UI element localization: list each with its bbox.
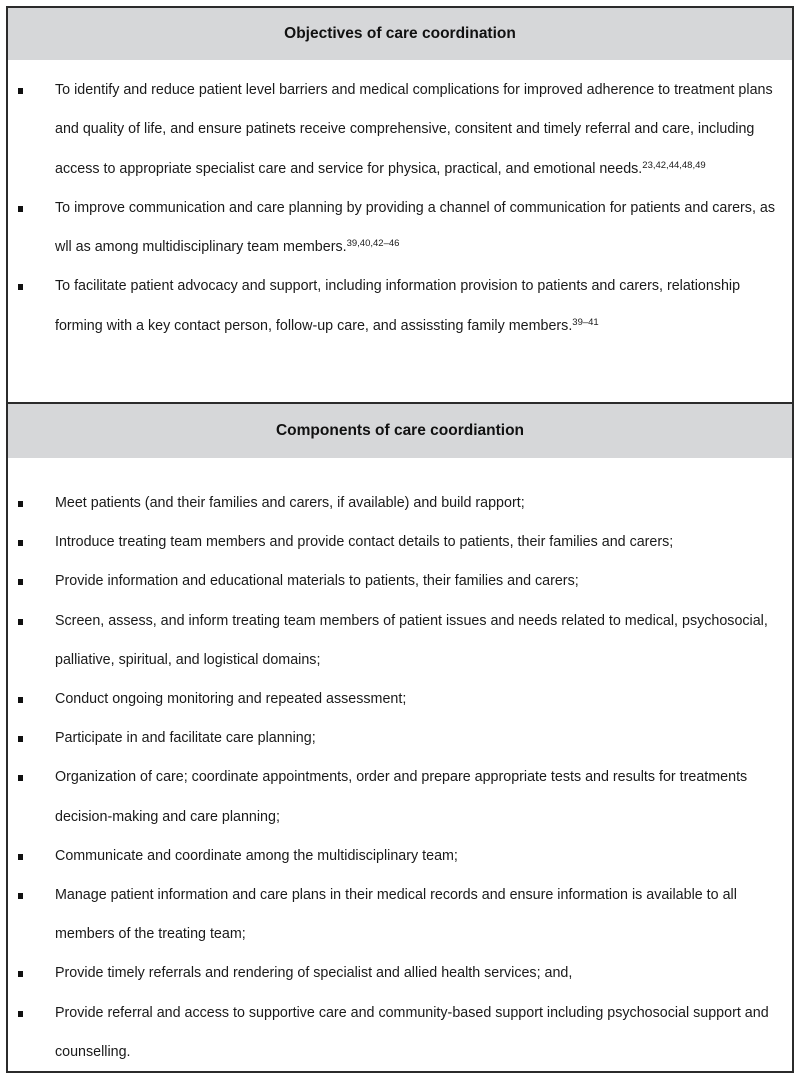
- objectives-list: [8, 71, 792, 346]
- component-item: [8, 523, 792, 562]
- component-item: [8, 602, 792, 680]
- components-heading: Components of care coordiantion: [8, 404, 792, 458]
- component-text: Participate in and facilitate care planning;: [55, 730, 316, 747]
- bullet-icon: [18, 501, 23, 507]
- component-text: Provide timely referrals and rendering of specialist and allied health services; and,: [55, 965, 573, 982]
- care-coordination-table: [6, 6, 794, 1073]
- component-item: [8, 484, 792, 523]
- bullet-icon: [18, 619, 23, 625]
- bullet-icon: [18, 540, 23, 546]
- bullet-icon: [18, 206, 23, 212]
- bullet-icon: [18, 775, 23, 781]
- components-section: [8, 402, 792, 1073]
- citation-refs: 39,40,42–46: [346, 238, 400, 250]
- objective-text: To facilitate patient advocacy and support, including information provision to patients and carers, relationship forming with a key contact person, follow-up care, and assissting family members.: [55, 278, 741, 334]
- bullet-icon: [18, 284, 23, 290]
- objectives-heading: Objectives of care coordination: [8, 8, 792, 60]
- objective-item: [8, 267, 792, 346]
- component-item: [8, 994, 792, 1072]
- component-item: [8, 562, 792, 601]
- component-text: Meet patients (and their families and carers, if available) and build rapport;: [55, 495, 525, 511]
- component-text: Screen, assess, and inform treating team members of patient issues and needs related to medical, psychosocial, palliative, spiritual, and logistical domains;: [55, 612, 768, 668]
- bullet-icon: [18, 88, 23, 94]
- component-item: [8, 758, 792, 836]
- objective-text: To improve communication and care planning by providing a channel of communication for patients and carers, as wll as among multidisciplinary team members.: [55, 199, 776, 256]
- objectives-section: [8, 8, 792, 400]
- component-text: Introduce treating team members and provide contact details to patients, their families and carers;: [55, 534, 674, 551]
- component-text: Conduct ongoing monitoring and repeated assessment;: [55, 691, 407, 708]
- component-item: [8, 719, 792, 758]
- bullet-icon: [18, 1011, 23, 1017]
- component-text: Provide referral and access to supportive care and community-based support including psychosocial support and counselling.: [55, 1004, 769, 1060]
- citation-refs: 23,42,44,48,49: [642, 159, 706, 171]
- bullet-icon: [18, 971, 23, 977]
- bullet-icon: [18, 893, 23, 899]
- component-text: Organization of care; coordinate appointments, order and prepare appropriate tests and results for treatments decision-making and care planning;: [55, 769, 748, 825]
- citation-refs: 39–41: [572, 316, 599, 328]
- bullet-icon: [18, 697, 23, 703]
- bullet-icon: [18, 579, 23, 585]
- component-text: Manage patient information and care plans in their medical records and ensure information is available to all members of the treating team;: [55, 887, 737, 943]
- bullet-icon: [18, 736, 23, 742]
- component-text: Communicate and coordinate among the multidisciplinary team;: [55, 847, 458, 864]
- component-item: [8, 954, 792, 993]
- component-item: [8, 680, 792, 719]
- component-item: [8, 837, 792, 876]
- component-item: [8, 876, 792, 954]
- bullet-icon: [18, 854, 23, 860]
- components-list: [8, 484, 792, 1072]
- objective-item: [8, 189, 792, 268]
- objective-text: To identify and reduce patient level barriers and medical complications for improved adherence to treatment plans and quality of life, and ensure patinets receive comprehensive, consitent and timely referral and care, including access to appropriate specialist care and service for physica, practical, and emotional needs.: [55, 82, 773, 177]
- objective-item: [8, 71, 792, 189]
- component-text: Provide information and educational materials to patients, their families and carers;: [55, 573, 579, 590]
